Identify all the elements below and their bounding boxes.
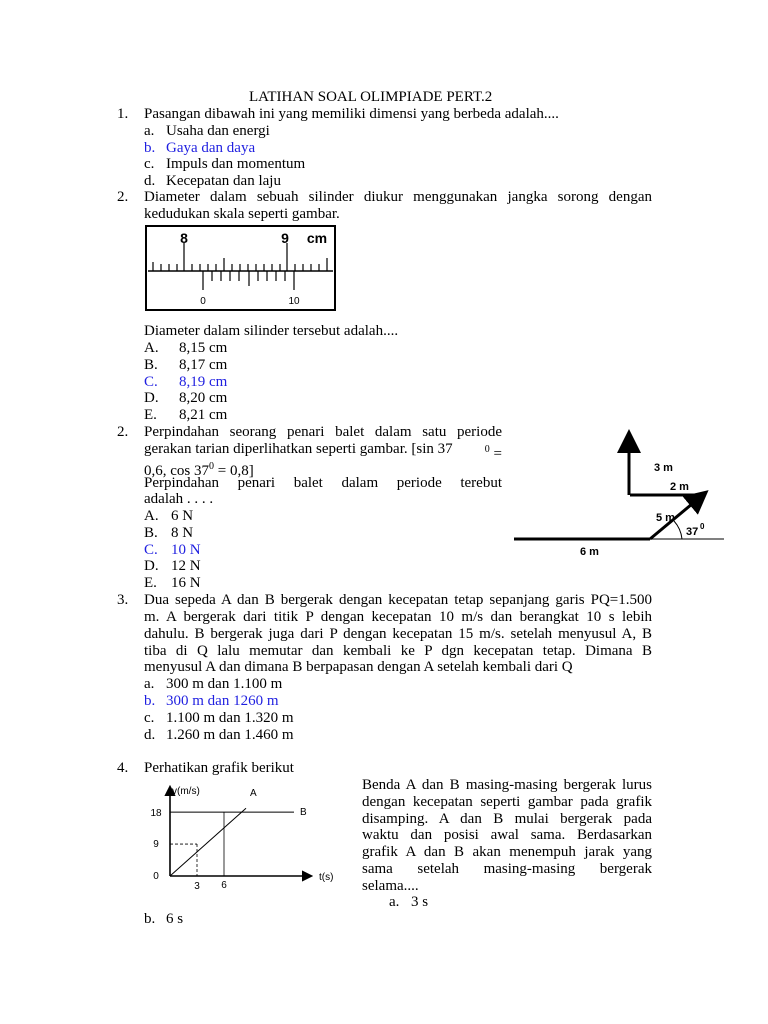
q5-opt-b-letter: b. xyxy=(144,911,156,927)
q2-opt-c-letter: C. xyxy=(144,374,158,390)
q4-line1: Dua sepeda A dan B bergerak dengan kecepatan tetap sepanjang garis PQ=1.500 xyxy=(144,592,652,608)
caliper-unit: cm xyxy=(306,230,328,246)
displacement-diagram xyxy=(510,425,730,565)
q4-opt-d-text: 1.260 m dan 1.460 m xyxy=(166,727,294,743)
q4-line2: m. A bergerak dari titik P dengan kecepatan 10 m/s dan berangkat 10 s lebih xyxy=(144,609,652,625)
q4-opt-c-letter: c. xyxy=(144,710,155,726)
label-2m: 2 m xyxy=(670,481,689,493)
q5-opt-b-text: 6 s xyxy=(166,911,184,927)
q5-line5: grafik A dan B akan menempuh jarak yang xyxy=(362,844,652,860)
label-angle-sup: 0 xyxy=(700,522,705,531)
q4-opt-c-text: 1.100 m dan 1.320 m xyxy=(166,710,294,726)
q2-opt-b-letter: B. xyxy=(144,357,158,373)
q3-line2-tail: = xyxy=(489,446,502,462)
q4-line5: menyusul A dan dimana B berpapasan dengan A setelah kembali dari Q xyxy=(144,659,573,675)
q4-line4: tiba di Q lalu memutar dan kembali ke P dgn kecepatan tetap. Dimana B xyxy=(144,643,652,659)
q3-sup1: 0 xyxy=(484,444,490,455)
q1-opt-b-text: Gaya dan daya xyxy=(166,140,256,156)
q4-line3: dahulu. B bergerak juga dari P dengan kecepatan 15 m/s. setelah menyusul A, B xyxy=(144,626,652,642)
q3-line2-end xyxy=(485,441,502,463)
q1-text: Pasangan dibawah ini yang memiliki dimensi yang berbeda adalah.... xyxy=(144,106,559,122)
caliper-vernier-0: 0 xyxy=(200,296,206,307)
x-axis-label: t(s) xyxy=(319,872,334,883)
q5-opt-a-letter: a. xyxy=(389,894,400,910)
q2-opt-c-text: 8,19 cm xyxy=(179,374,228,390)
q5-intro: Perhatikan grafik berikut xyxy=(144,760,294,776)
q2-number: 2. xyxy=(117,189,129,205)
q1-number: 1. xyxy=(117,106,129,122)
label-angle: 37 xyxy=(686,526,699,538)
q5-line2: dengan kecepatan seperti gambar pada grafik xyxy=(362,794,652,810)
q3-opt-b-letter: B. xyxy=(144,525,158,541)
page-title: LATIHAN SOAL OLIMPIADE PERT.2 xyxy=(249,89,493,105)
q3-opt-a-text: 6 N xyxy=(171,508,194,524)
q5-line7: selama.... xyxy=(362,878,419,894)
q2-line2: kedudukan skala seperti gambar. xyxy=(144,206,340,222)
caliper-main-9: 9 xyxy=(281,230,289,246)
q5-opt-a-text: 3 s xyxy=(411,894,429,910)
q3-opt-c-text: 10 N xyxy=(171,542,201,558)
q5-line3: disamping. A dan B mulai bergerak pada xyxy=(362,811,652,827)
q2-question: Diameter dalam silinder tersebut adalah.... xyxy=(144,323,399,339)
ytick-0: 0 xyxy=(153,871,159,882)
xtick-3: 3 xyxy=(194,881,200,892)
q3-opt-e-letter: E. xyxy=(144,575,157,591)
q5-line6: sama setelah masing-masing bergerak xyxy=(362,861,652,877)
q2-opt-a-letter: A. xyxy=(144,340,159,356)
q3-line5: adalah . . . . xyxy=(144,491,214,507)
q3-opt-c-letter: C. xyxy=(144,542,158,558)
ytick-9: 9 xyxy=(153,839,159,851)
q3-sup2: 0 xyxy=(209,461,214,472)
q2-opt-a-text: 8,15 cm xyxy=(179,340,228,356)
vt-chart xyxy=(140,780,350,895)
label-5m: 5 m xyxy=(656,512,675,524)
q1-opt-c-letter: c. xyxy=(144,156,155,172)
q1-opt-b-letter: b. xyxy=(144,140,156,156)
caliper-main-8: 8 xyxy=(180,230,188,246)
q3-opt-a-letter: A. xyxy=(144,508,159,524)
q3-opt-d-letter: D. xyxy=(144,558,159,574)
q2-opt-e-text: 8,21 cm xyxy=(179,407,228,423)
label-6m: 6 m xyxy=(580,546,599,558)
q4-opt-a-text: 300 m dan 1.100 m xyxy=(166,676,283,692)
q1-opt-c-text: Impuls dan momentum xyxy=(166,156,306,172)
q3-number: 2. xyxy=(117,424,129,440)
q3-line2-text: gerakan tarian diperlihatkan seperti gambar. [sin 37 xyxy=(144,441,453,457)
series-a-label: A xyxy=(250,788,257,800)
q1-opt-a-text: Usaha dan energi xyxy=(166,123,270,139)
series-a-line xyxy=(170,808,246,876)
q2-opt-d-letter: D. xyxy=(144,390,159,406)
q4-opt-a-letter: a. xyxy=(144,676,155,692)
q5-line1: Benda A dan B masing-masing bergerak lurus xyxy=(362,777,652,793)
q1-opt-d-text: Kecepatan dan laju xyxy=(166,173,281,189)
caliper-vernier-10: 10 xyxy=(288,296,300,307)
q2-opt-d-text: 8,20 cm xyxy=(179,390,228,406)
q3-line3b: = 0,8] xyxy=(214,463,254,479)
q2-line1: Diameter dalam sebuah silinder diukur menggunakan jangka sorong dengan xyxy=(144,189,652,205)
q3-opt-b-text: 8 N xyxy=(171,525,194,541)
series-b-label: B xyxy=(300,807,307,819)
angle-arc xyxy=(674,521,682,539)
y-axis-label: v(m/s) xyxy=(172,786,200,797)
q5-number: 4. xyxy=(117,760,129,776)
q2-opt-e-letter: E. xyxy=(144,407,157,423)
caliper-figure xyxy=(144,224,337,312)
q4-number: 3. xyxy=(117,592,129,608)
q5-line4: waktu dan posisi awal sama. Berdasarkan xyxy=(362,827,652,843)
ytick-18: 18 xyxy=(150,808,162,820)
q4-opt-d-letter: d. xyxy=(144,727,156,743)
q3-opt-e-text: 16 N xyxy=(171,575,201,591)
q2-opt-b-text: 8,17 cm xyxy=(179,357,228,373)
q4-opt-b-text: 300 m dan 1260 m xyxy=(166,693,279,709)
q3-opt-d-text: 12 N xyxy=(171,558,201,574)
xtick-6: 6 xyxy=(221,880,227,891)
q4-opt-b-letter: b. xyxy=(144,693,156,709)
q1-opt-a-letter: a. xyxy=(144,123,155,139)
q3-line3a: 0,6, cos 37 xyxy=(144,463,209,479)
q3-line4: Perpindahan penari balet dalam periode terebut xyxy=(144,475,502,491)
label-3m: 3 m xyxy=(654,462,673,474)
q3-line1: Perpindahan seorang penari balet dalam satu periode xyxy=(144,424,502,440)
q1-opt-d-letter: d. xyxy=(144,173,156,189)
